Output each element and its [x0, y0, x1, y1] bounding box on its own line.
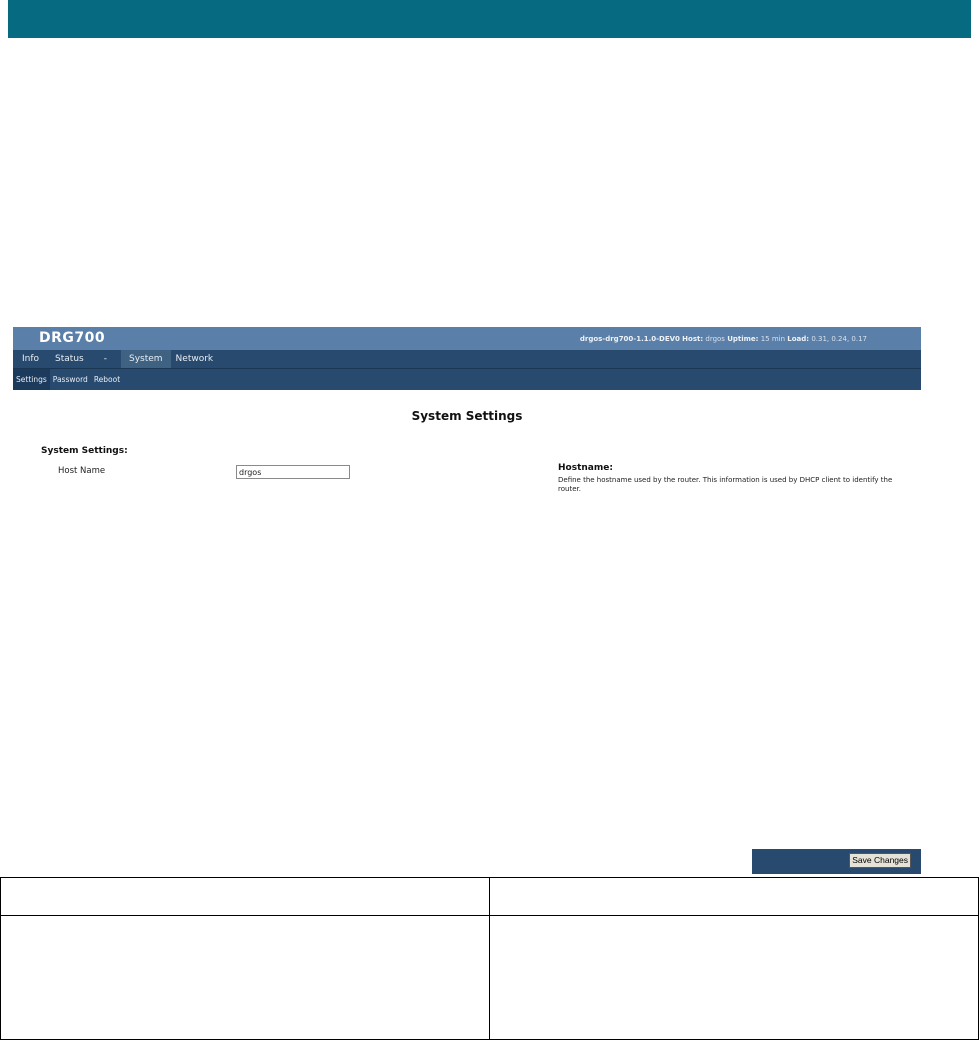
- nav-item-network[interactable]: Network: [175, 354, 214, 364]
- top-banner: [8, 0, 971, 38]
- save-changes-button[interactable]: Save Changes: [849, 853, 911, 868]
- uptime-value: 15 min: [760, 335, 786, 343]
- logo: DRG700: [39, 330, 106, 346]
- uptime-label: Uptime:: [727, 335, 759, 343]
- table-cell: [490, 916, 979, 1040]
- nav-item-status[interactable]: Status: [55, 354, 84, 364]
- table-cell: [1, 916, 490, 1040]
- section-title: System Settings:: [41, 446, 128, 456]
- subnav-item-password[interactable]: Password: [52, 375, 88, 384]
- load-label: Load:: [787, 335, 810, 343]
- nav-item-info[interactable]: Info: [22, 354, 40, 364]
- table-row: [1, 916, 979, 1040]
- page-title: System Settings: [411, 409, 523, 423]
- help-title: Hostname:: [558, 463, 613, 473]
- host-label: Host:: [682, 335, 704, 343]
- sub-nav: [13, 369, 921, 390]
- host-value: drgos: [705, 335, 725, 343]
- subnav-item-reboot[interactable]: Reboot: [93, 375, 121, 384]
- table-cell: [490, 878, 979, 916]
- main-nav: [13, 350, 921, 369]
- save-bar: [752, 849, 921, 874]
- router-frame: [13, 327, 921, 390]
- load-value: 0.31, 0.24, 0.17: [811, 335, 867, 343]
- nav-item-system[interactable]: System: [121, 350, 171, 368]
- nav-item-separator[interactable]: -: [103, 354, 107, 364]
- version-label: drgos-drg700-1.1.0-DEV0: [579, 335, 680, 343]
- status-line: [580, 335, 867, 343]
- table-header-row: [1, 878, 979, 916]
- header-bar: [13, 327, 921, 350]
- help-text: Define the hostname used by the router. This information is used by DHCP client to identify the router.: [558, 476, 893, 493]
- document-table: [0, 877, 979, 1040]
- table-cell: [1, 878, 490, 916]
- subnav-item-settings[interactable]: Settings: [13, 369, 50, 390]
- host-name-label: Host Name: [58, 466, 106, 476]
- host-name-input[interactable]: [236, 465, 350, 479]
